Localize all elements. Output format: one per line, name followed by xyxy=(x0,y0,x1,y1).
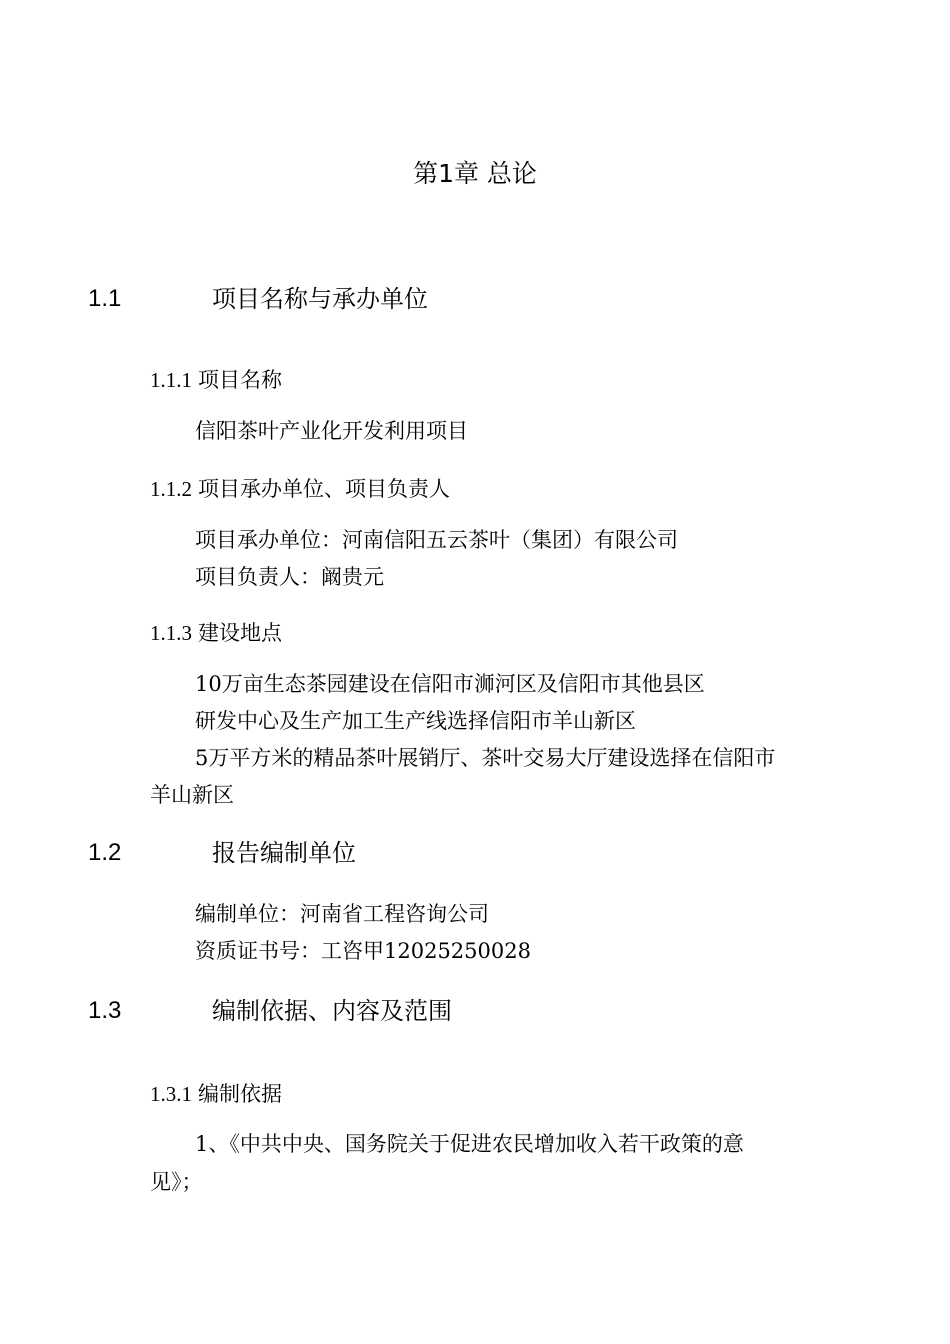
subsection-number: 1.1.3 xyxy=(150,621,192,645)
paragraph-continuation: 羊山新区 xyxy=(150,783,234,807)
section-title: 报告编制单位 xyxy=(212,839,356,867)
section-number: 1.2 xyxy=(88,839,122,866)
subsection-title: 建设地点 xyxy=(198,621,282,645)
subsection-heading xyxy=(150,618,282,648)
subsection-heading xyxy=(150,365,282,395)
subsection-number: 1.1.1 xyxy=(150,368,192,392)
paragraph: 研发中心及生产加工生产线选择信阳市羊山新区 xyxy=(195,709,636,733)
section-number: 1.3 xyxy=(88,997,122,1024)
chapter-title: 第1章 总论 xyxy=(413,159,537,188)
subsection-number: 1.3.1 xyxy=(150,1082,192,1106)
paragraph: 项目负责人：阚贵元 xyxy=(195,565,384,589)
section-title: 项目名称与承办单位 xyxy=(212,285,428,313)
subsection-heading xyxy=(150,1079,282,1109)
paragraph: 1、《中共中央、国务院关于促进农民增加收入若干政策的意 xyxy=(195,1132,744,1156)
paragraph: 项目承办单位：河南信阳五云茶叶（集团）有限公司 xyxy=(195,528,678,552)
subsection-number: 1.1.2 xyxy=(150,477,192,501)
subsection-title: 编制依据 xyxy=(198,1082,282,1106)
subsection-title: 项目承办单位、项目负责人 xyxy=(198,477,450,501)
paragraph: 10万亩生态茶园建设在信阳市浉河区及信阳市其他县区 xyxy=(195,672,705,696)
subsection-heading xyxy=(150,474,450,504)
paragraph: 信阳茶叶产业化开发利用项目 xyxy=(195,419,468,443)
paragraph: 5万平方米的精品茶叶展销厅、茶叶交易大厅建设选择在信阳市 xyxy=(195,746,776,770)
section-number: 1.1 xyxy=(88,285,122,312)
paragraph: 资质证书号：工咨甲12025250028 xyxy=(195,939,531,963)
paragraph-continuation: 见》； xyxy=(150,1170,203,1194)
paragraph: 编制单位：河南省工程咨询公司 xyxy=(195,902,489,926)
section-title: 编制依据、内容及范围 xyxy=(212,997,452,1025)
subsection-title: 项目名称 xyxy=(198,368,282,392)
